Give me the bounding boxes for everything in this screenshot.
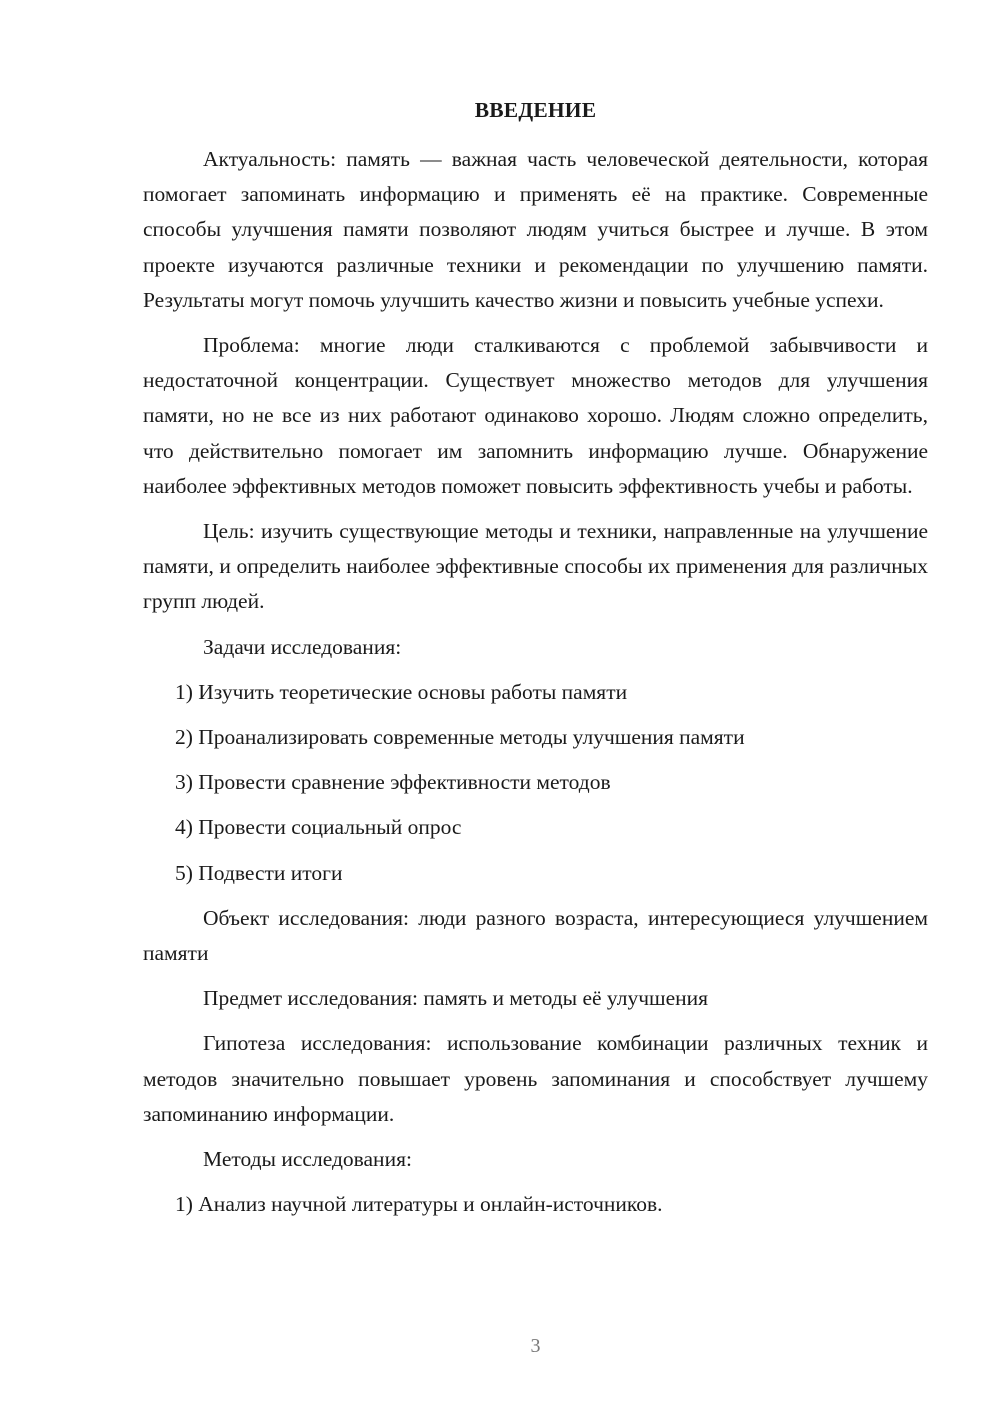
problem-paragraph: Проблема: многие люди сталкиваются с проблемой забывчивости и недостаточной концентрации. Существует множество методов для улучшения памяти, но не все из них работают одинаково хорошо. Людям сложно определить, что действительно помогает им запомнить информацию лучше. Обнаружение наиболее эффективных методов поможет повысить эффективность учебы и работы. — [143, 333, 928, 498]
task-list-item: 3) Провести сравнение эффективности методов — [175, 770, 611, 795]
section-title: ВВЕДЕНИЕ — [474, 98, 597, 122]
hypothesis-paragraph: Гипотеза исследования: использование комбинации различных техник и методов значительно повышает уровень запоминания и способствует лучшему запоминанию информации. — [143, 1031, 928, 1126]
document-page — [143, 0, 928, 1414]
tasks-heading: Задачи исследования: — [203, 634, 402, 659]
subject-paragraph: Предмет исследования: память и методы её улучшения — [203, 986, 709, 1011]
goal-paragraph: Цель: изучить существующие методы и техники, направленные на улучшение памяти, и определить наиболее эффективные способы их применения для различных групп людей. — [143, 519, 928, 614]
page-number: 3 — [530, 1335, 541, 1357]
object-paragraph: Объект исследования: люди разного возраста, интересующиеся улучшением памяти — [143, 905, 928, 966]
document-body — [143, 142, 928, 1232]
task-list-item: 5) Подвести итоги — [175, 860, 343, 885]
task-list-item: 4) Провести социальный опрос — [175, 815, 462, 840]
method-list-item: 1) Анализ научной литературы и онлайн-источников. — [175, 1192, 663, 1217]
methods-heading: Методы исследования: — [203, 1147, 412, 1172]
task-list-item: 2) Проанализировать современные методы улучшения памяти — [175, 725, 745, 750]
relevance-paragraph: Актуальность: память — важная часть человеческой деятельности, которая помогает запоминать информацию и применять её на практике. Современные способы улучшения памяти позволяют людям учиться быстрее и лучше. В этом проекте изучаются различные техники и рекомендации по улучшению памяти. Результаты могут помочь улучшить качество жизни и повысить учебные успехи. — [143, 147, 928, 312]
task-list-item: 1) Изучить теоретические основы работы памяти — [175, 679, 628, 704]
